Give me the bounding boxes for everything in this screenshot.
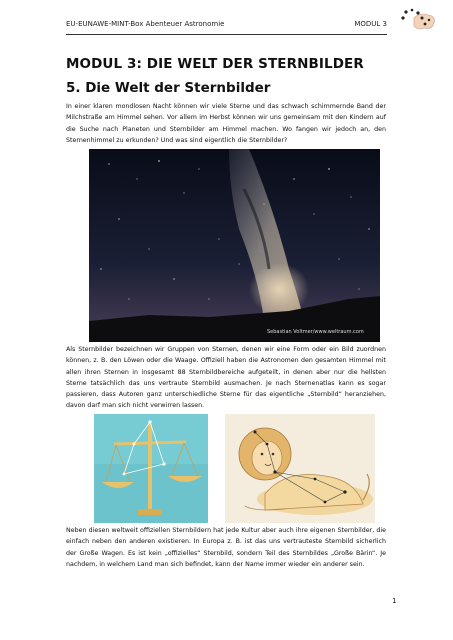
header-module: MODUL 3: [354, 20, 387, 28]
libra-constellation-illustration: [94, 414, 208, 523]
page-header: [66, 20, 387, 32]
module-title: MODUL 3: DIE WELT DER STERNBILDER: [66, 56, 364, 72]
section-title: 5. Die Welt der Sternbilder: [66, 80, 271, 96]
leo-constellation-illustration: [225, 414, 375, 523]
photo-credit: Sebastian Voltmer/www.weltraum.com: [267, 329, 364, 335]
mint-box-logo-icon: [392, 6, 440, 36]
constellation-definition-paragraph: Als Sternbilder bezeichnen wir Gruppen von Sternen, denen wir eine Form oder ein Bild zuordnen können, z. B. den Löwen oder die Waage. Offiziell haben die Astronomen den gesamten Himmel mit allen ihren Sternen in insgesamt 88 Sternbildbereiche aufgeteilt, in denen aber nur die hellsten Sterne tatsächlich das uns vertraute Sternbild ausmachen. Je nach Sternenatlas kann es sogar passieren, dass Autoren ganz unterschiedliche Sterne für das eigentliche „Sternbild“ heranziehen, davon darf man sich nicht verwirren lassen.: [66, 346, 386, 410]
cultural-constellations-paragraph: Neben diesen weltweit offiziellen Sternbildern hat jede Kultur aber auch ihre eigenen Sternbilder, die einfach neben den anderen existieren. In Europa z. B. ist das uns vertrauteste Sternbild sicherlich der Große Wagen. Es ist kein „offizielles“ Sternbild, sondern Teil des Sternbildes „Große Bärin“. Je nachdem, in welchem Land man sich befindet, kann der Name immer wieder ein anderer sein.: [66, 527, 386, 568]
intro-paragraph: In einer klaren mondlosen Nacht können wir viele Sterne und das schwach schimmernde Band der Milchstraße am Himmel sehen. Vor allem im Herbst können wir uns gemeinsam mit den Kindern auf die Suche nach Planeten und Sternbilder am Himmel machen. Wo fangen wir jedoch an, den Sternenhimmel zu erkunden? Und was sind eigentlich die Sternbilder?: [66, 103, 386, 144]
header-series-title: EU-EUNAWE-MINT-Box Abenteuer Astronomie: [66, 20, 225, 28]
milky-way-photo: [89, 149, 380, 342]
page-number: 1: [392, 597, 397, 605]
header-divider: [66, 34, 387, 35]
